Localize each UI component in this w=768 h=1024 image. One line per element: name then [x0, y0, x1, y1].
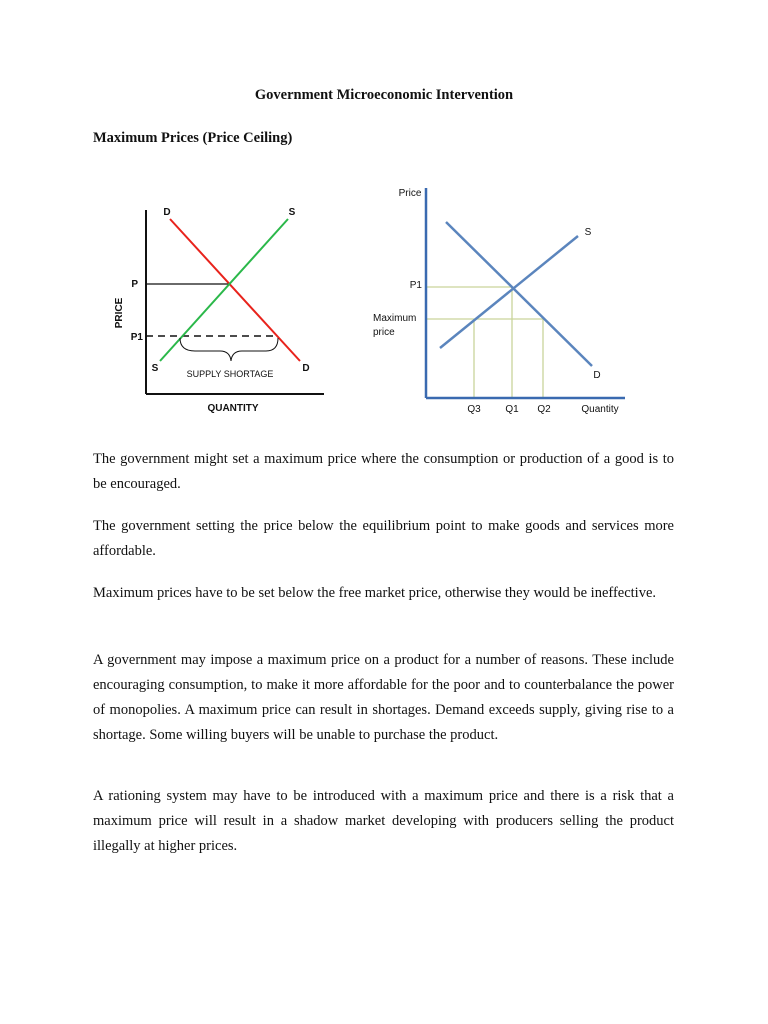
price-ceiling-diagram	[100, 195, 340, 425]
demand-label: D	[593, 370, 601, 381]
y-axis-label: PRICE	[114, 297, 125, 329]
supply-curve	[160, 219, 288, 361]
q3-label: Q3	[467, 404, 481, 415]
q2-label: Q2	[537, 404, 551, 415]
page-title: Government Microeconomic Intervention	[254, 87, 514, 103]
q1-label: Q1	[505, 404, 519, 415]
price-ceiling-svg	[100, 195, 340, 425]
max-price-label-line2: price	[373, 327, 395, 338]
price-label: P	[131, 279, 138, 290]
supply-label: S	[584, 227, 592, 238]
shortage-label: SUPPLY SHORTAGE	[186, 369, 274, 379]
y-axis-label: Price	[398, 188, 422, 199]
paragraph: A government may impose a maximum price on a product for a number of reasons. These include encouraging consumption, to make it more affordable for the poor and to counterbalance the power of monopolies. A maximum price can result in shortages. Demand exceeds supply, giving rise to a shortage. Some willing buyers will be unable to purchase the product.	[93, 652, 674, 743]
paragraph: The government might set a maximum price where the consumption or production of a good is to be encouraged.	[93, 451, 674, 492]
paragraph: The government setting the price below the equilibrium point to make goods and services more affordable.	[93, 518, 674, 559]
maximum-price-diagram	[360, 178, 640, 423]
demand-label-top: D	[163, 207, 171, 218]
price-label: P1	[409, 280, 422, 291]
x-axis-label: Quantity	[581, 404, 619, 415]
paragraph: A rationing system may have to be introduced with a maximum price and there is a risk that a maximum price will result in a shadow market developing with producers selling the product illegally at higher prices.	[93, 788, 674, 854]
maximum-price-svg	[360, 178, 640, 423]
paragraph: Maximum prices have to be set below the free market price, otherwise they would be ineffective.	[93, 585, 657, 601]
shortage-brace	[180, 338, 278, 361]
demand-curve	[170, 219, 300, 361]
x-axis-label: QUANTITY	[207, 403, 259, 414]
supply-label-bottom: S	[151, 363, 159, 374]
supply-label-top: S	[288, 207, 296, 218]
section-heading: Maximum Prices (Price Ceiling)	[93, 130, 293, 146]
demand-label-bottom: D	[302, 363, 310, 374]
max-price-label-line1: Maximum	[373, 313, 417, 324]
max-price-label: P1	[130, 332, 143, 343]
